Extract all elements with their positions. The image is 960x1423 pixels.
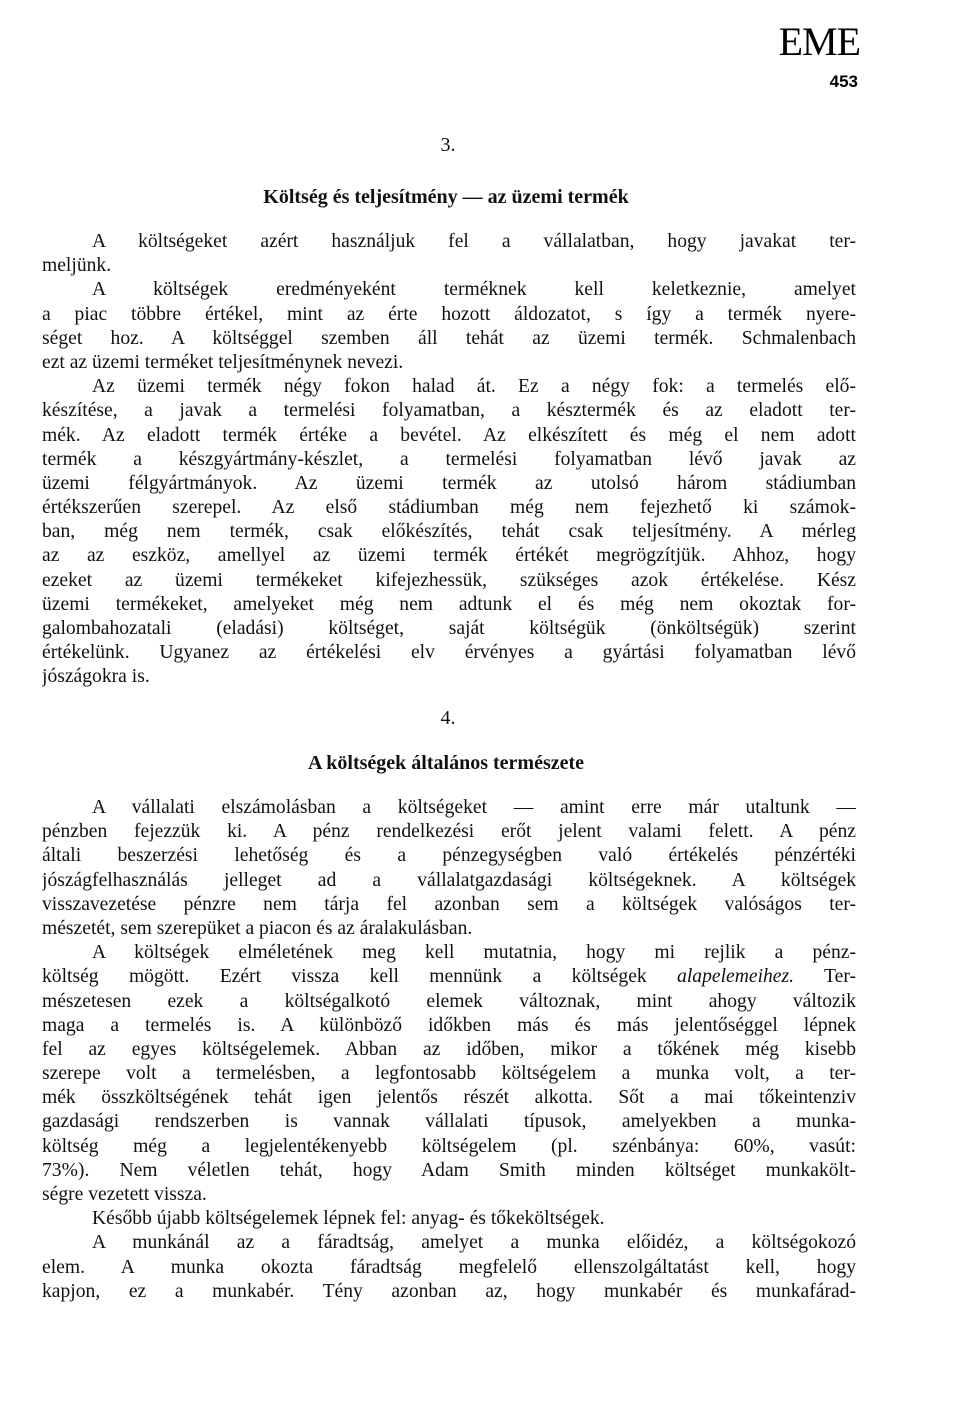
section-3-body xyxy=(42,230,856,690)
text-line: Az üzemi termék négy fokon halad át. Ez a négy fok: a termelés elő- xyxy=(92,376,856,398)
text-line: jószágokra is. xyxy=(42,666,150,688)
text-line: A költségek elméletének meg kell mutatnia, hogy mi rejlik a pénz- xyxy=(92,942,856,964)
text-line: üzemi termékeket, amelyeket még nem adtunk el és még nem okoztak for- xyxy=(42,593,856,615)
text-line: ezt az üzemi terméket teljesítménynek nevezi. xyxy=(42,351,404,373)
text-line: termék a készgyártmány-készlet, a termelési folyamatban lévő javak az xyxy=(42,448,856,470)
section-3-title: Költség és teljesítmény — az üzemi termék xyxy=(263,186,629,208)
text-line: általi beszerzési lehetőség és a pénzegységben való értékelés pénzértéki xyxy=(42,845,856,867)
text-line: üzemi félgyártmányok. Az üzemi termék az utolsó három stádiumban xyxy=(42,472,856,494)
text-line: ezeket az üzemi termékeket kifejezhessük, szükséges azok értékelése. Kész xyxy=(42,569,856,591)
text-line: költség még a legjelentékenyebb költségelem (pl. szénbánya: 60%, vasút: xyxy=(42,1135,856,1157)
text-line: készítése, a javak a termelési folyamatban, a késztermék és az eladott ter- xyxy=(42,400,856,422)
text-run: Ter- xyxy=(824,966,856,988)
text-line: jószágfelhasználás jelleget ad a vállalatgazdasági költségeknek. A költségek xyxy=(42,869,856,891)
text-line: Később újabb költségelemek lépnek fel: anyag- és tőkeköltségek. xyxy=(92,1208,605,1230)
text-line: szerepe volt a termelésben, a legfontosabb költségelem a munka volt, a ter- xyxy=(42,1063,856,1085)
text-line: mészetét, sem szerepüket a piacon és az áralakulásban. xyxy=(42,917,473,939)
text-line: ségre vezetett vissza. xyxy=(42,1184,207,1205)
text-line: kapjon, ez a munkabér. Tény azonban az, hogy munkabér és munkafárad- xyxy=(42,1280,856,1302)
text-line: gazdasági rendszerben is vannak vállalati típusok, amelyekben a munka- xyxy=(42,1111,856,1133)
page-number: 453 xyxy=(829,72,858,91)
text-line: értékszerűen szerepel. Az első stádiumban még nem fejezhető ki számok- xyxy=(42,497,856,519)
text-line: A költségeket azért használjuk fel a vállalatban, hogy javakat ter- xyxy=(92,231,856,252)
text-line: a piac többre értékel, mint az érte hozott áldozatot, s így a termék nyere- xyxy=(42,303,856,325)
text-line: visszavezetése pénzre nem tárja fel azonban sem a költségek valóságos ter- xyxy=(42,893,856,915)
text-run: költség mögött. Ezért vissza kell mennünk a költségek xyxy=(42,966,647,988)
text-line: elem. A munka okozta fáradtság megfelelő ellenszolgáltatást kell, hogy xyxy=(42,1256,856,1278)
section-4-title: A költségek általános természete xyxy=(307,752,585,774)
text-line: meljünk. xyxy=(42,255,112,277)
text-line: értékelünk. Ugyanez az értékelési elv érvényes a gyártási folyamatban lévő xyxy=(42,642,856,664)
publisher-logo: EME xyxy=(778,19,860,64)
section-4-body xyxy=(42,796,856,1304)
text-line: mék. Az eladott termék értéke a bevétel. Az elkészített és még el nem adott xyxy=(42,424,856,446)
section-4-number: 4. xyxy=(440,707,456,729)
text-line: galombahozatali (eladási) költséget, saját költségük (önköltségük) szerint xyxy=(42,618,856,639)
section-3-number: 3. xyxy=(440,134,456,156)
text-line: pénzben fejezzük ki. A pénz rendelkezési erőt jelent valami felett. A pénz xyxy=(42,821,856,843)
text-line: maga a termelés is. A különböző időkben más és más jelentőséggel lépnek xyxy=(42,1014,856,1036)
text-line: az az eszköz, amellyel az üzemi termék értékét megrögzítjük. Ahhoz, hogy xyxy=(42,545,856,567)
text-line: A munkánál az a fáradtság, amelyet a munka előidéz, a költségokozó xyxy=(92,1232,856,1254)
text-line: mészetesen ezek a költségalkotó elemek változnak, mint ahogy változik xyxy=(42,990,856,1012)
italic-term: alapelemeihez. xyxy=(677,966,795,988)
text-line: séget hoz. A költséggel szemben áll tehát az üzemi termék. Schmalenbach xyxy=(42,327,856,349)
text-line: ban, még nem termék, csak előkészítés, tehát csak teljesítmény. A mérleg xyxy=(42,521,856,543)
text-line: A költségek eredményeként terméknek kell keletkeznie, amelyet xyxy=(92,279,856,301)
text-line: mék összköltségének tehát igen jelentős részét alkotta. Sőt a mai tőkeintenziv xyxy=(42,1087,856,1109)
text-line: fel az egyes költségelemek. Abban az időben, mikor a tőkének még kisebb xyxy=(42,1038,856,1060)
text-line: A vállalati elszámolásban a költségeket — amint erre már utaltunk — xyxy=(92,797,856,818)
text-line-mixed xyxy=(42,965,856,989)
text-line: 73%). Nem véletlen tehát, hogy Adam Smith minden költséget munkakölt- xyxy=(42,1159,856,1181)
